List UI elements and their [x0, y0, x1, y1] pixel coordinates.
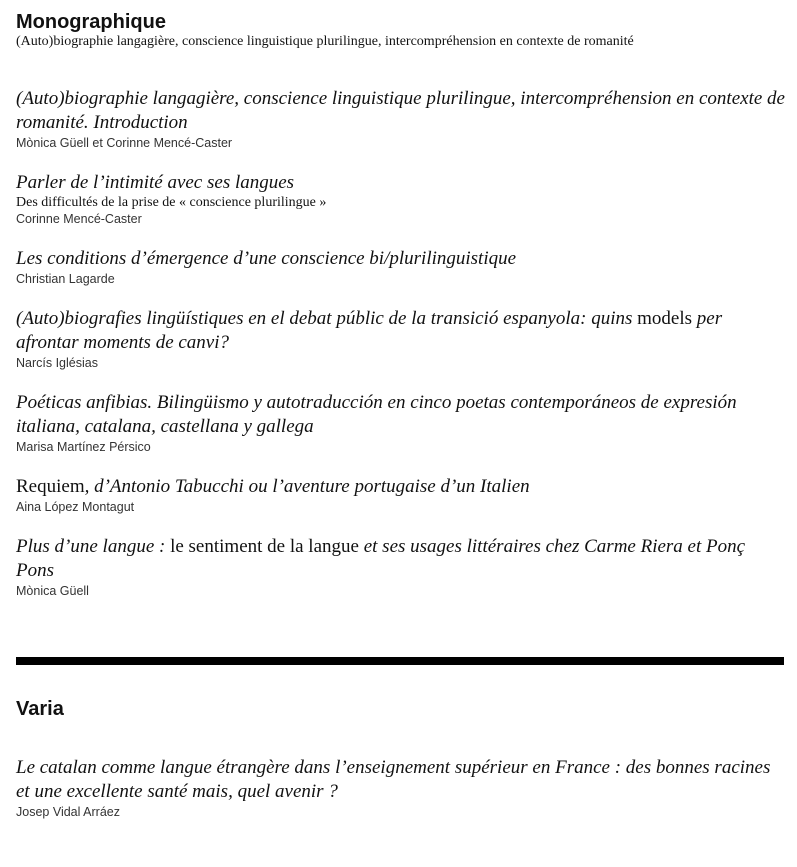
article-title-link[interactable]	[16, 171, 785, 195]
title-text: et ses usages littéraires chez Carme Riera et Ponç Pons	[16, 536, 746, 581]
section-title-varia: Varia	[16, 698, 64, 720]
title-text: Poéticas anfibias. Bilingüismo y autotraducción en cinco poetas contemporáneos de expresión italiana, catalana, castellana y gallega	[16, 392, 737, 437]
title-text: Plus d’une langue :	[16, 536, 171, 557]
article-entry	[16, 391, 785, 455]
title-text-upright: le sentiment de la langue	[170, 536, 359, 557]
article-entry	[16, 475, 785, 515]
article-title-link[interactable]	[16, 535, 785, 583]
title-text: per afrontar moments de canvi?	[16, 308, 723, 353]
title-text: Le catalan comme langue étrangère dans l’enseignement supérieur en France : des bonnes racines et une excellente santé mais, quel avenir ?	[16, 757, 771, 802]
article-author: Christian Lagarde	[16, 272, 115, 286]
article-author: Mònica Güell et Corinne Mencé-Caster	[16, 136, 233, 150]
article-author: Mònica Güell	[16, 584, 89, 598]
article-title-link[interactable]	[16, 307, 785, 355]
article-title-link[interactable]	[16, 247, 785, 271]
title-text-upright: Requiem	[16, 476, 85, 497]
article-author: Josep Vidal Arráez	[16, 805, 120, 819]
monographique-article-list	[16, 87, 785, 599]
article-entry	[16, 87, 785, 151]
article-entry	[16, 756, 785, 820]
article-author: Corinne Mencé-Caster	[16, 212, 142, 226]
varia-article-list	[16, 756, 785, 820]
article-author: Narcís Iglésias	[16, 356, 98, 370]
article-author: Aina López Montagut	[16, 500, 135, 514]
article-entry	[16, 171, 785, 227]
section-divider	[16, 657, 784, 665]
article-title-link[interactable]	[16, 475, 785, 499]
article-subtitle: Des difficultés de la prise de « conscience plurilingue »	[16, 195, 327, 210]
article-entry	[16, 535, 785, 599]
title-text: , d’Antonio Tabucchi ou l’aventure portugaise d’un Italien	[84, 476, 530, 497]
section-title-monographique: Monographique	[16, 11, 166, 33]
title-text-upright: models	[637, 308, 693, 329]
article-title-link[interactable]	[16, 87, 785, 135]
section-subtitle: (Auto)biographie langagière, conscience linguistique plurilingue, intercompréhension en contexte de romanité	[16, 34, 634, 49]
article-entry	[16, 247, 785, 287]
title-text: (Auto)biographie langagière, conscience linguistique plurilingue, intercompréhension en contexte de romanité. Introduction	[16, 88, 785, 133]
title-text: Parler de l’intimité avec ses langues	[16, 172, 295, 193]
article-entry	[16, 307, 785, 371]
article-title-link[interactable]	[16, 391, 785, 439]
article-author: Marisa Martínez Pérsico	[16, 440, 151, 454]
title-text: Les conditions d’émergence d’une conscience bi/plurilinguistique	[16, 248, 517, 269]
article-title-link[interactable]	[16, 756, 785, 804]
title-text: (Auto)biografies lingüístiques en el debat públic de la transició espanyola: quins	[16, 308, 638, 329]
